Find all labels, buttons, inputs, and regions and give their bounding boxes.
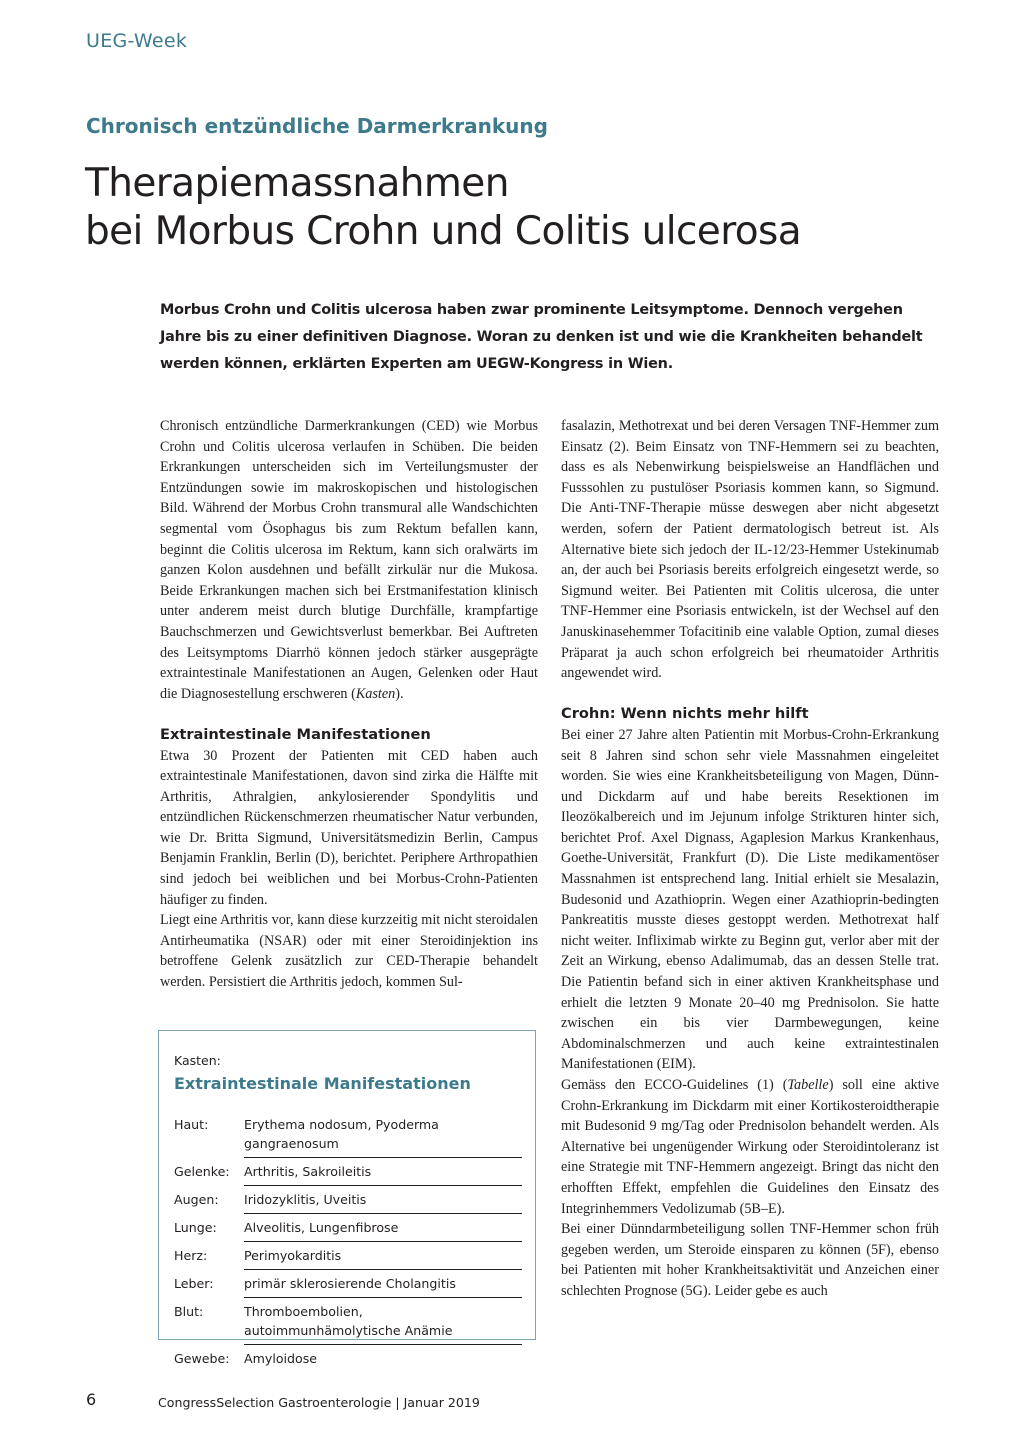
table-row [174, 1214, 522, 1242]
organ-label: Gelenke: [174, 1163, 230, 1179]
paragraph: Bei einer 27 Jahre alten Patientin mit Morbus-Crohn-Erkrankung seit 8 Jahren sind schon sehr viele Massnahmen eingeleitet worden. Sie wies eine Krankheitsbeteiligung von Magen, Dünn- und Dickdarm auf und habe bereits Resektionen im Ileozökalbereich und im Jejunum infolge Strikturen hinter sich, berichtet Prof. Axel Dignass, Agaplesion Markus Krankenhaus, Goethe-Universität, Frankfurt (D). Die Liste medikamentöser Massnahmen ist entsprechend lang. Initial erhielt sie Mesalazin, Budesonid und Azathioprin. Wegen einer Azathioprin-bedingten Pankreatitis musste dieses gestoppt werden. Methotrexat half nicht weiter. Infliximab wirkte zu Beginn gut, verlor aber mit der Zeit an Wirkung, ebenso Adalimumab, das an dessen Stelle trat. Die Patientin befand sich in einer aktiven Krankheitsphase und erhielt die letzten 9 Monate 20–40 mg Prednisolon. Sie hatte zwischen ein bis vier Darmbewegungen, keine Abdominalschmerzen und auch keine extraintestinalen Manifestationen (EIM). [561, 726, 939, 1073]
box-title: Extraintestinale Manifestationen [174, 1074, 471, 1093]
manifestation-value: primär sklerosierende Cholangitis [244, 1270, 522, 1298]
lead-paragraph: Morbus Crohn und Colitis ulcerosa haben zwar prominente Leitsymptome. Dennoch vergehen Jahre bis zu einer definitiven Diagnose. Woran zu denken ist und wie die Krankheiten behandelt werden können, erklärten Experten am UEGW-Kongress in Wien. [160, 302, 923, 372]
box-tag: Kasten: [174, 1053, 221, 1068]
title-line-1: Therapiemassnahmen [85, 161, 509, 206]
table-row [174, 1270, 522, 1298]
manifestation-value: Perimyokarditis [244, 1242, 522, 1270]
manifestation-value: Alveolitis, Lungenfibrose [244, 1214, 522, 1242]
box-reference: Kasten [355, 685, 396, 702]
table-row [174, 1186, 522, 1214]
organ-label: Lunge: [174, 1219, 217, 1235]
paragraph-text: ) soll eine aktive Crohn-Erkrankung im Dickdarm mit einer Kortikosteroidtherapie mit Budesonid 9 mg/Tag oder Prednisolon behandelt werden. Als Alternative bei ungenügender Wirkung oder Steroidintoleranz ist eine Strategie mit TNF-Hemmern angezeigt. Bringt das nicht den erhofften Effekt, empfehlen die Guidelines den Einsatz des Integrinhemmers Vedolizumab (5B–E). [561, 1077, 939, 1217]
publication-footer: CongressSelection Gastroenterologie | Januar 2019 [158, 1395, 480, 1410]
manifestation-value: Thromboembolien, autoimmunhämolytische Anämie [244, 1298, 522, 1345]
subheading: Extraintestinale Manifestationen [160, 725, 431, 743]
paragraph-text: Gemäss den ECCO-Guidelines (1) ( [561, 1077, 788, 1093]
table-row [174, 1298, 522, 1345]
subheading: Crohn: Wenn nichts mehr hilft [561, 705, 809, 723]
manifestation-value: Iridozyklitis, Uveitis [244, 1186, 522, 1214]
organ-label: Leber: [174, 1275, 214, 1291]
paragraph: Bei einer Dünndarmbeteiligung sollen TNF-Hemmer schon früh gegeben werden, um Steroide einsparen zu können (5F), ebenso bei Patienten mit hoher Krankheitsaktivität und Anzeichen einer schlechten Prognose (5G). Leider gebe es auch [561, 1221, 939, 1299]
article-title [85, 160, 965, 256]
info-box [158, 1030, 536, 1366]
section-tag: UEG-Week [86, 30, 188, 52]
left-column [160, 416, 538, 993]
manifestations-table [174, 1111, 522, 1372]
right-column [561, 416, 939, 1302]
paragraph [561, 1075, 939, 1219]
manifestation-value: Erythema nodosum, Pyoderma gangraenosum [244, 1111, 522, 1158]
kicker: Chronisch entzündliche Darmerkrankung [86, 114, 548, 138]
manifestation-value: Arthritis, Sakroileitis [244, 1158, 522, 1186]
organ-label: Augen: [174, 1191, 219, 1207]
table-row [174, 1345, 522, 1373]
title-line-2: bei Morbus Crohn und Colitis ulcerosa [85, 209, 802, 254]
paragraph: fasalazin, Methotrexat und bei deren Versagen TNF-Hemmer zum Einsatz (2). Beim Einsatz von TNF-Hemmern sei zu beachten, dass es als Nebenwirkung beispielsweise an Handflächen und Fusssohlen zu pustulöser Psoriasis kommen kann, so Sigmund. Die Anti-TNF-Therapie müsse deswegen aber nicht abgesetzt werden, sofern der Patient dermatologisch betreut ist. Als Alternative biete sich jedoch der IL-12/23-Hemmer Ustekinumab an, der auch bei Psoriasis bereits erfolgreich eingesetzt werde, so Sigmund weiter. Bei Patienten mit Colitis ulcerosa, die unter TNF-Hemmer eine Psoriasis entwickeln, ist der Wechsel auf den Januskinasehemmer Tofacitinib eine valable Option, zumal dieses Präparat ja auch schon erfolgreich bei rheumatoider Arthritis angewendet wird. [561, 418, 939, 682]
paragraph: Liegt eine Arthritis vor, kann diese kurzzeitig mit nicht steroidalen Antirheumatika (NSAR) oder mit einer Steroidinjektion ins betroffene Gelenk zusätzlich zur CED-Therapie behandelt werden. Persistiert die Arthritis jedoch, kommen Sul- [160, 912, 538, 991]
table-row [174, 1242, 522, 1270]
manifestation-value: Amyloidose [244, 1351, 318, 1366]
paragraph-text: ). [395, 685, 404, 702]
table-reference: Tabelle [787, 1077, 829, 1093]
page-number: 6 [86, 1390, 97, 1409]
table-row [174, 1158, 522, 1186]
paragraph-text: Chronisch entzündliche Darmerkrankungen (CED) wie Morbus Crohn und Colitis ulcerosa verlaufen in Schüben. Die beiden Erkrankungen unterscheiden sich im Verteilungsmuster der Entzündungen sowie im makroskopischen und histologischen Bild. Während der Morbus Crohn transmural alle Wandschichten segmental vom Ösophagus bis zum Rektum befallen kann, beginnt die Colitis ulcerosa im Rektum, kann sich oralwärts im ganzen Kolon ausdehnen und befällt zirkulär nur die Mukosa. Beide Erkrankungen machen sich bei Erstmanifestation klinisch unter anderem meist durch blutige Durchfälle, krampfartige Bauchschmerzen und Gewichtsverlust bemerkbar. Bei Auftreten des Leitsymptoms Diarrhö können jedoch stärker ausgeprägte extraintestinale Manifestationen an Augen, Gelenken oder Haut die Diagnosestellung erschweren ( [160, 418, 538, 702]
paragraph: Etwa 30 Prozent der Patienten mit CED haben auch extraintestinale Manifestationen, davon sind zirka die Hälfte mit Arthritis, Athralgien, ankylosierender Spondylitis und entzündlichen Rückenschmerzen rheumatischer Natur verbunden, wie Dr. Britta Sigmund, Universitätsmedizin Berlin, Campus Benjamin Franklin, Berlin (D), berichtet. Periphere Arthropathien sind jedoch bei weiblichen und bei Morbus-Crohn-Patienten häufiger zu finden. [160, 747, 538, 908]
paragraph [160, 416, 538, 704]
organ-label: Blut: [174, 1303, 204, 1319]
table-row [174, 1111, 522, 1158]
organ-label: Herz: [174, 1247, 208, 1263]
organ-label: Gewebe: [174, 1350, 230, 1366]
organ-label: Haut: [174, 1117, 209, 1132]
